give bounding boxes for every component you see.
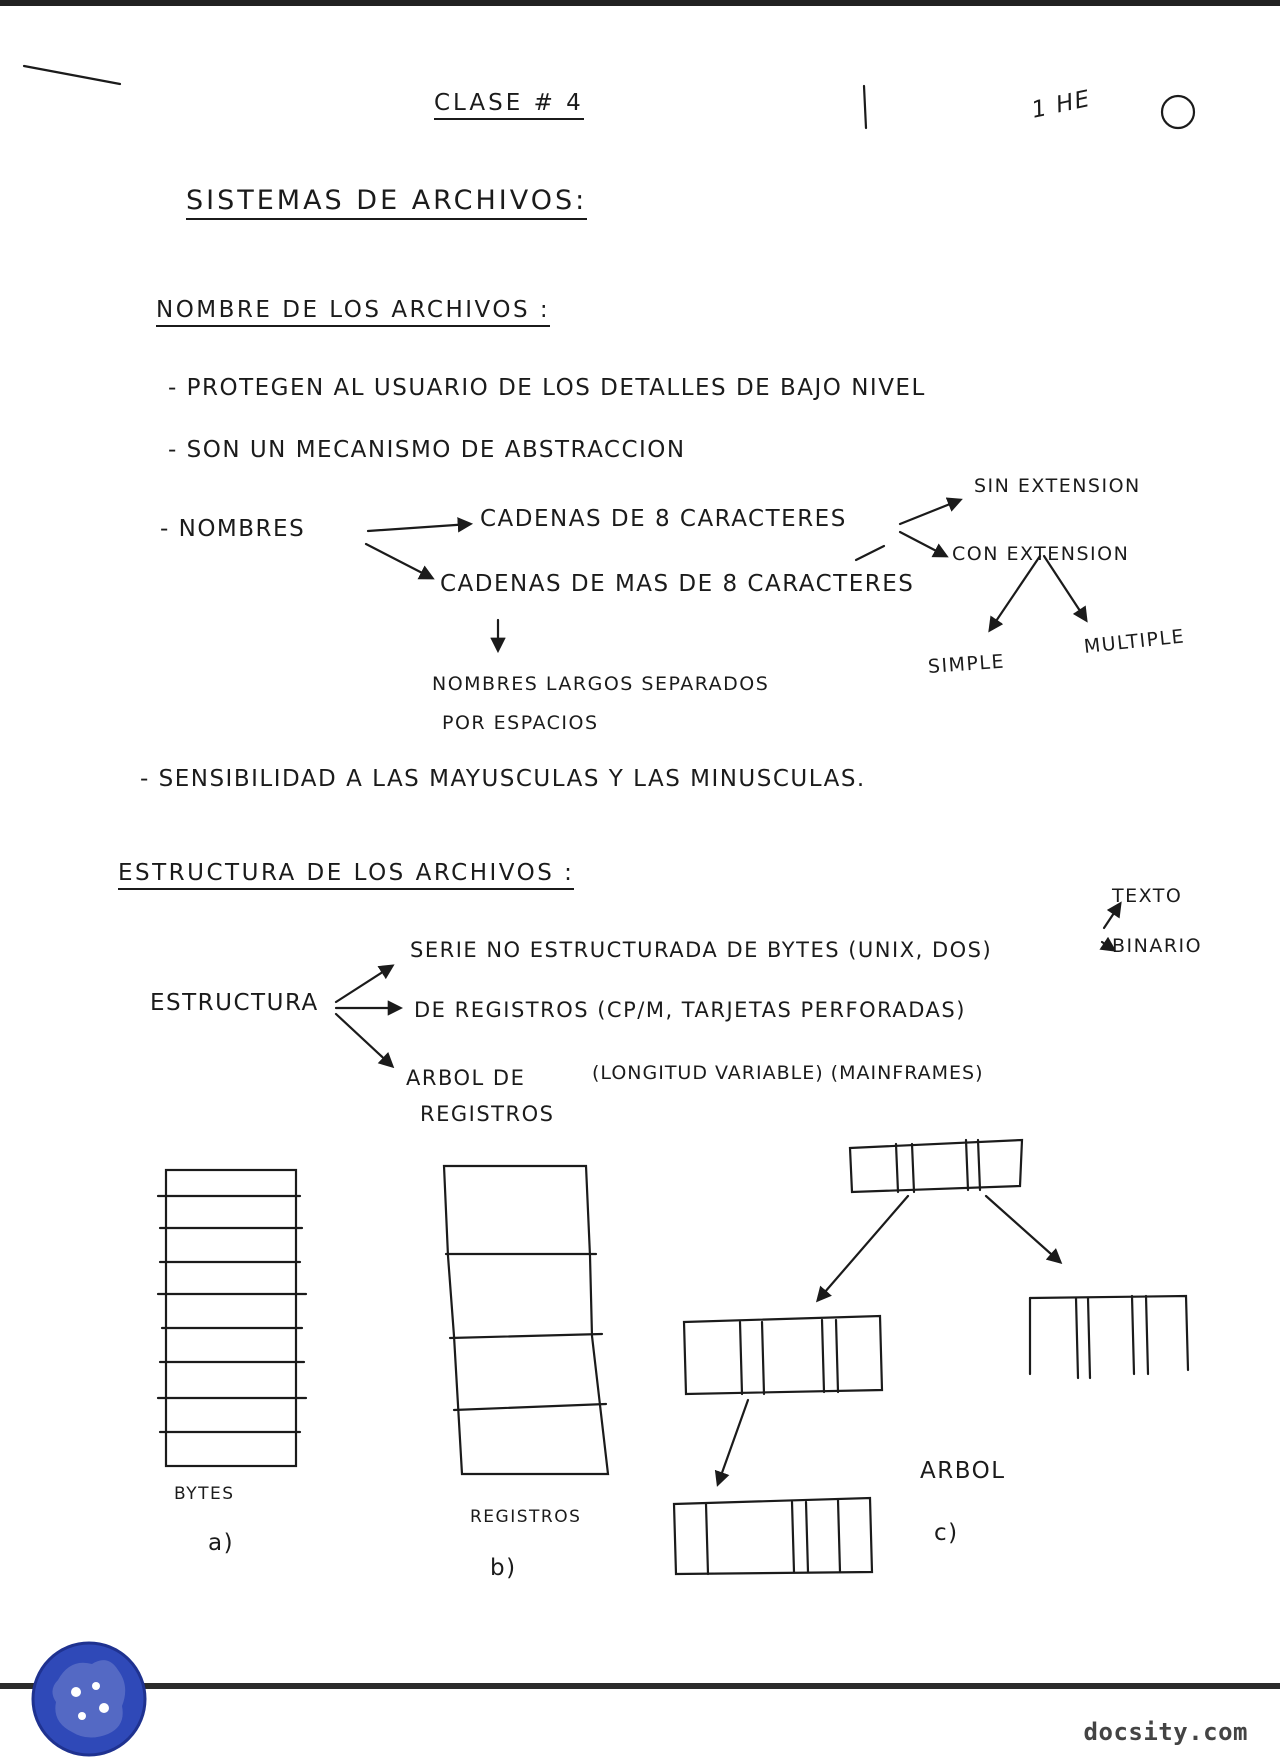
structure-option-registros: DE REGISTROS (CP/M, TARJETAS PERFORADAS) [414,998,966,1022]
page-heading: CLASE # 4 [434,90,584,120]
arrow-to-simple [990,556,1040,630]
bullet-mark: - [168,375,187,401]
branch-con-extension: CON EXTENSION [952,543,1130,565]
arrow-to-arbol [336,1014,392,1066]
arrow-to-con-extension [900,532,946,556]
bullet-text: SON UN MECANISMO DE ABSTRACCION [186,437,686,463]
arrow-to-binario [1102,942,1114,950]
bullet-text: NOMBRES [178,516,306,542]
branch-simple: SIMPLE [927,650,1006,678]
page-bottom-edge [0,1683,1280,1689]
arrow-to-texto [1104,904,1120,928]
diagram-registros-tag: b) [490,1555,517,1581]
bullet-text: PROTEGEN AL USUARIO DE LOS DETALLES DE BAJO NIVEL [186,375,926,401]
section-structure-heading: ESTRUCTURA DE LOS ARCHIVOS : [118,860,574,890]
structure-option-arbol-note: (LONGITUD VARIABLE) (MAINFRAMES) [592,1062,984,1084]
branch-mas-de-8-caracteres: CADENAS DE MAS DE 8 CARACTERES [440,571,915,597]
structure-option-texto: TEXTO [1112,885,1183,907]
stray-stroke [24,66,120,84]
docsity-watermark[interactable]: docsity.com [1083,1718,1248,1746]
branch-multiple: MULTIPLE [1082,625,1187,658]
diagram-arbol-label: ARBOL [920,1458,1006,1484]
diagram-arbol-tag: c) [934,1520,959,1546]
diagram-bytes [158,1170,306,1466]
bullet-mark: - [160,516,179,542]
connector-mark [856,546,884,560]
diagram-arbol [674,1140,1188,1574]
section-names-heading: NOMBRE DE LOS ARCHIVOS : [156,297,550,327]
margin-tick [864,86,866,128]
note-nombres-largos: NOMBRES LARGOS SEPARADOS [432,673,770,695]
note-por-espacios: POR ESPACIOS [442,712,599,734]
corner-circle [1162,96,1194,128]
structure-option-binario: BINARIO [1112,935,1203,957]
diagram-registros-label: REGISTROS [470,1507,582,1527]
bullet-mark: - [140,766,159,792]
diagram-bytes-label: BYTES [174,1484,235,1504]
branch-sin-extension: SIN EXTENSION [974,475,1141,497]
arrow-to-8-caracteres [368,524,470,531]
diagram-bytes-tag: a) [208,1530,235,1556]
arrow-to-serie [336,966,392,1002]
structure-label: ESTRUCTURA [150,990,319,1016]
structure-option-arbol-line1: ARBOL DE [406,1066,526,1090]
arrow-to-sin-extension [900,500,960,524]
bullet-mark: - [168,437,187,463]
arrow-to-mas-de-8 [366,544,432,578]
structure-option-arbol-line2: REGISTROS [420,1102,555,1126]
branch-8-caracteres: CADENAS DE 8 CARACTERES [480,506,847,532]
arrow-to-multiple [1044,556,1086,620]
corner-mark: 1 HE [1029,85,1094,124]
structure-option-serie: SERIE NO ESTRUCTURADA DE BYTES (UNIX, DOS) [410,938,993,962]
main-title: SISTEMAS DE ARCHIVOS: [186,185,587,220]
diagram-registros [444,1166,608,1474]
bullet-text: SENSIBILIDAD A LAS MAYUSCULAS Y LAS MINUSCULAS. [158,766,866,792]
docsity-logo-icon [30,1640,148,1758]
